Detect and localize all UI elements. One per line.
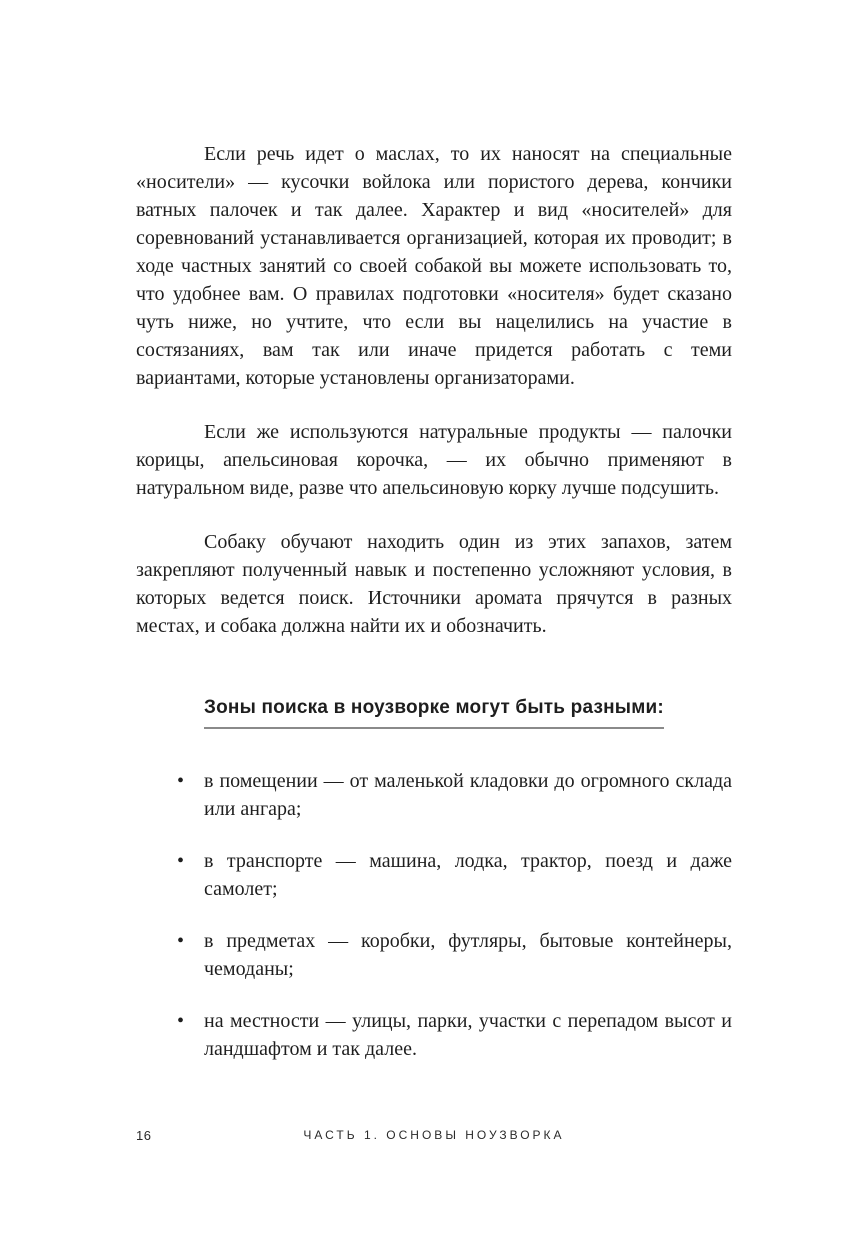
page-number: 16: [136, 1128, 152, 1143]
bullet-icon: •: [177, 850, 185, 872]
search-zones-list: [136, 767, 732, 1063]
running-title: ЧАСТЬ 1. ОСНОВЫ НОУЗВОРКА: [303, 1128, 565, 1142]
paragraph-oils: Если речь идет о маслах, то их наносят на специальные «носители» — кусочки войлока или пористого дерева, кончики ватных палочек и так далее. Характер и вид «носителей» для соревнований устанавливается организацией, которая их проводит; в ходе частных занятий со своей собакой вы можете использовать то, что удобнее вам. О правилах подготовки «носителя» будет сказано чуть ниже, но учтите, что если вы нацелились на участие в состязаниях, вам так или иначе придется работать с теми вариантами, которые установлены организаторами.: [136, 143, 732, 389]
list-item-text: в транспорте — машина, лодка, трактор, поезд и даже самолет;: [204, 850, 732, 900]
paragraph-dog-training: Собаку обучают находить один из этих запахов, затем закрепляют полученный навык и постепенно усложняют условия, в которых ведется поиск. Источники аромата прячутся в разных местах, и собака должна найти их и обозначить.: [136, 531, 732, 637]
paragraph-natural-products: Если же используются натуральные продукты — палочки корицы, апельсиновая корочка, — их обычно применяют в натуральном виде, разве что апельсиновую корку лучше подсушить.: [136, 421, 732, 499]
list-item-text: в предметах — коробки, футляры, бытовые контейнеры, чемоданы;: [204, 930, 732, 980]
page-content: [136, 140, 732, 1087]
bullet-icon: •: [177, 930, 185, 952]
bullet-icon: •: [177, 770, 185, 792]
list-item-objects: [177, 927, 732, 983]
list-item-terrain: [177, 1007, 732, 1063]
list-item-text: в помещении — от маленькой кладовки до огромного склада или ангара;: [204, 770, 732, 820]
list-item-transport: [177, 847, 732, 903]
list-item-indoors: [177, 767, 732, 823]
bullet-icon: •: [177, 1010, 185, 1032]
section-heading: [204, 696, 732, 729]
list-item-text: на местности — улицы, парки, участки с перепадом высот и ландшафтом и так далее.: [204, 1010, 732, 1060]
section-heading-text: Зоны поиска в ноузворке могут быть разными:: [204, 696, 664, 729]
page-footer: [136, 1128, 732, 1142]
